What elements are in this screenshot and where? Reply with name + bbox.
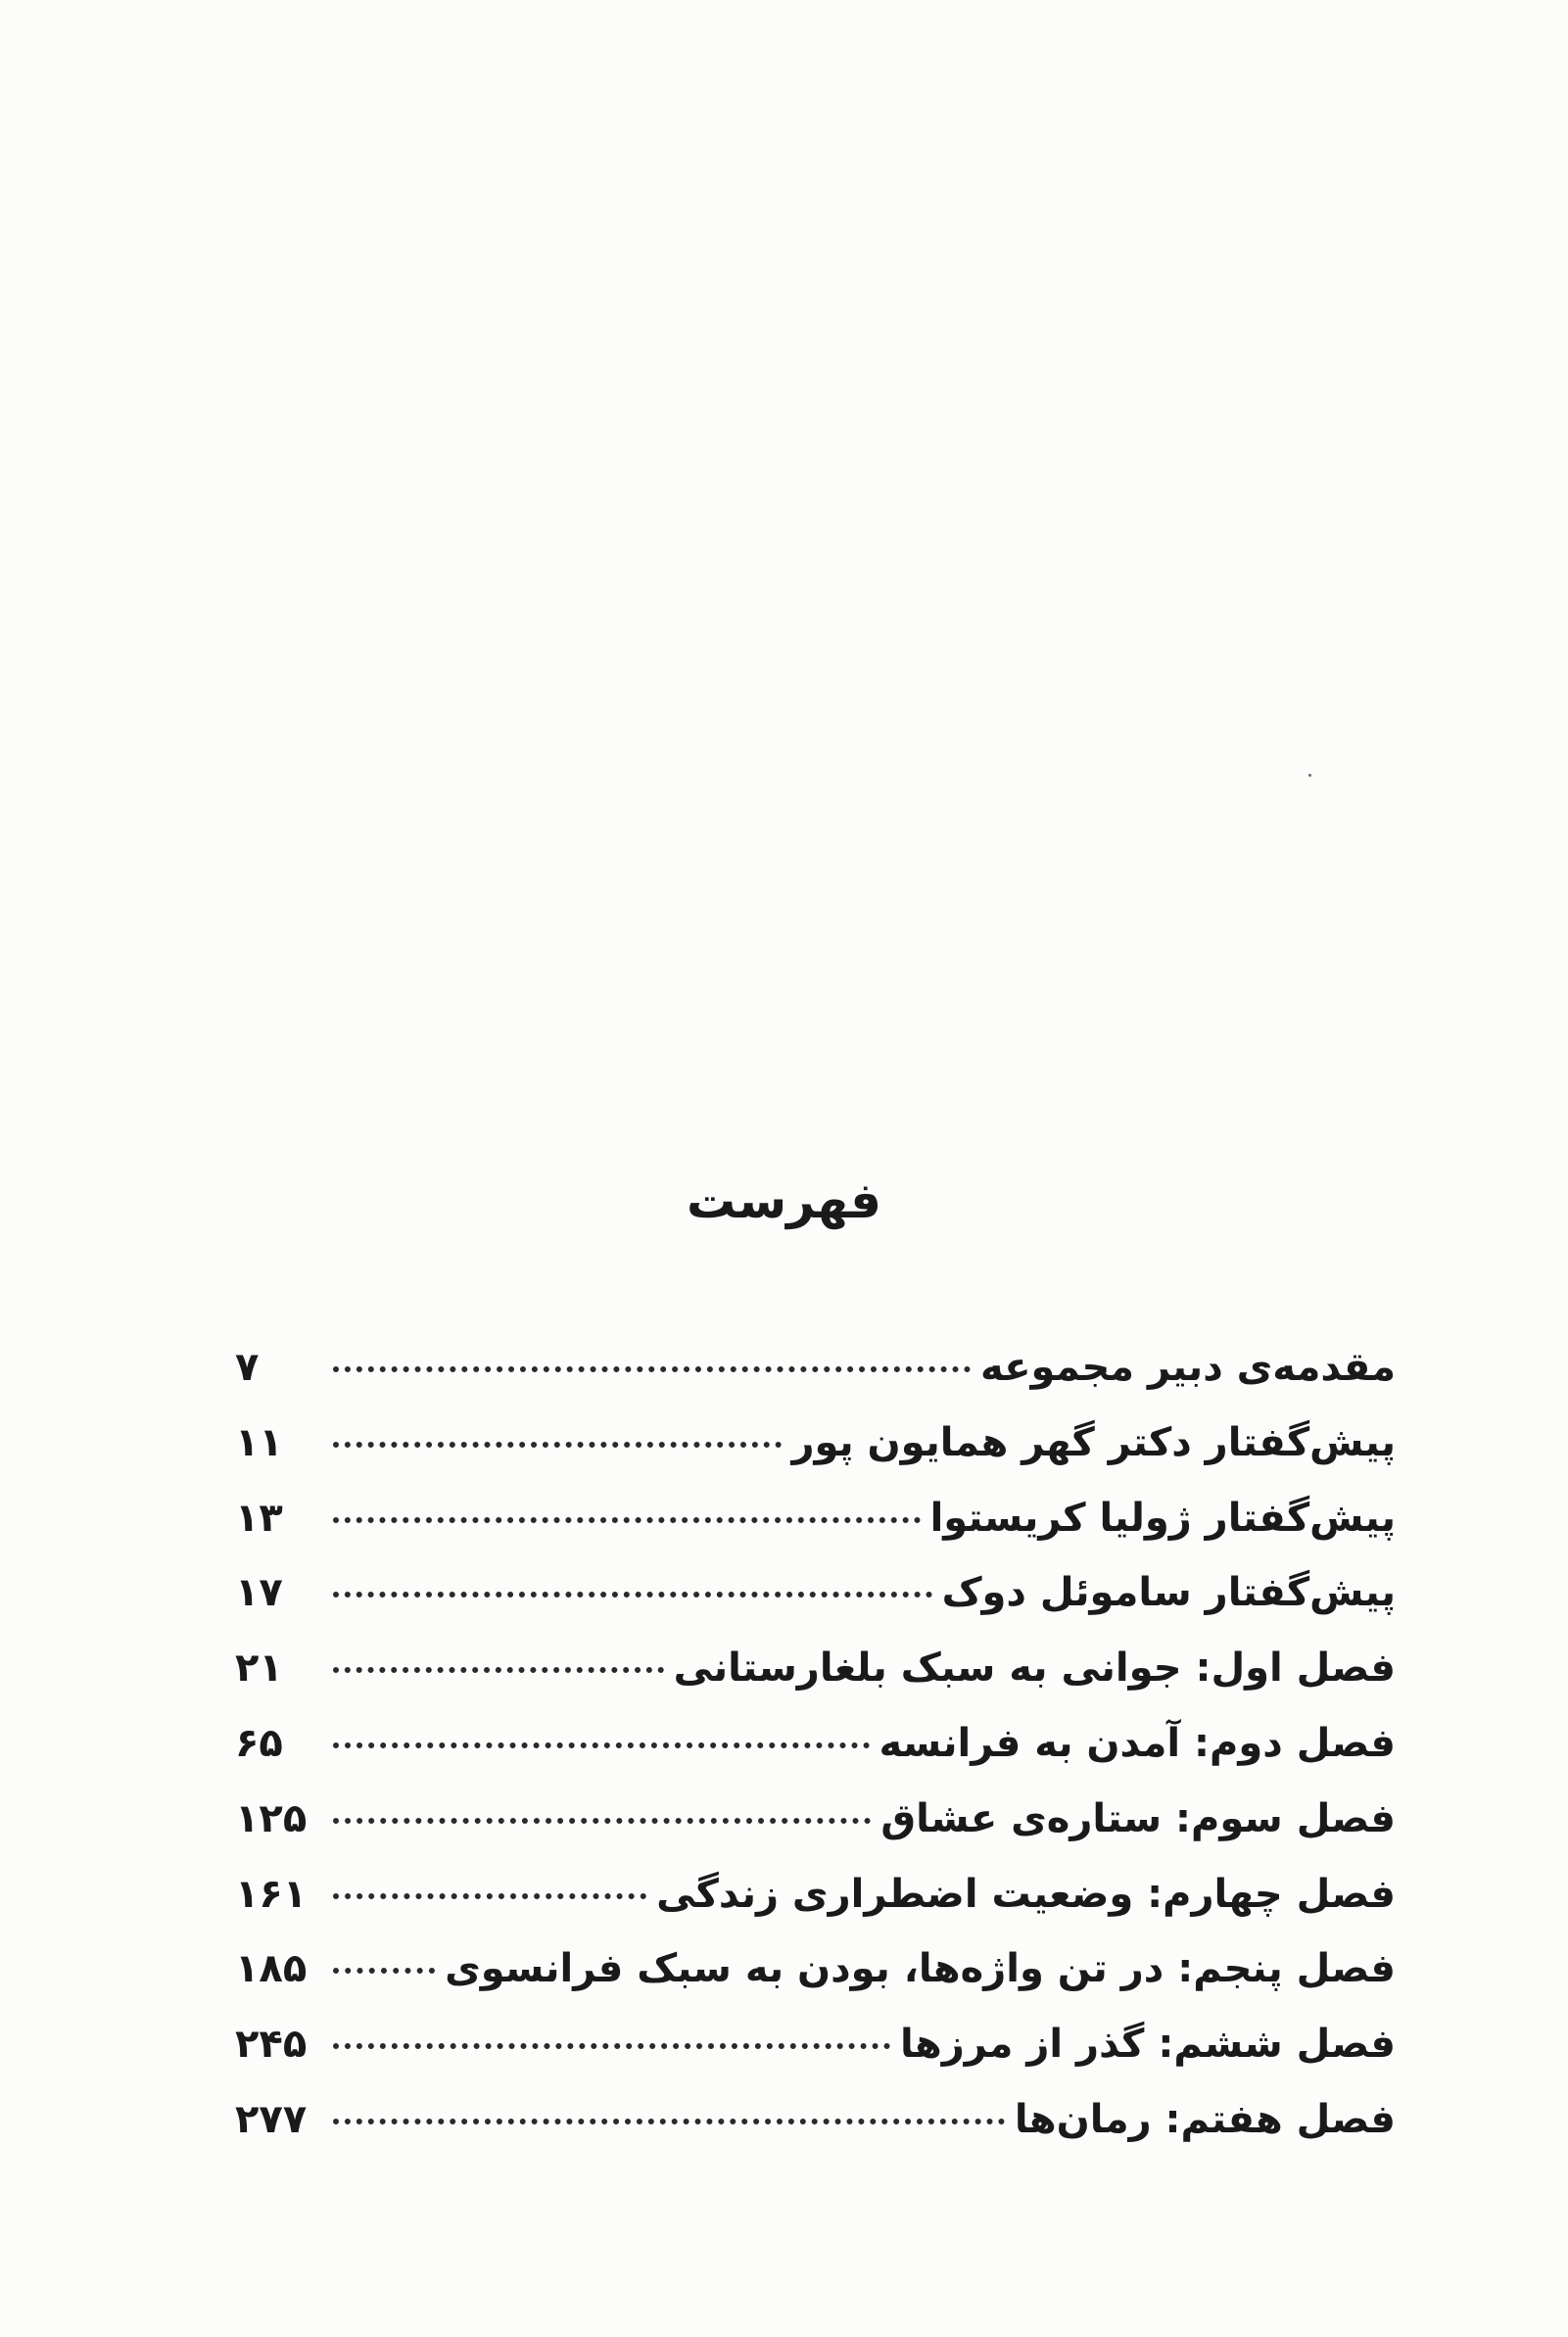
toc-row — [235, 1555, 1396, 1631]
paper-speck — [1308, 774, 1311, 777]
toc-row — [235, 1706, 1396, 1782]
toc-page-number: ۱۷ — [235, 1570, 283, 1616]
toc-row — [235, 1481, 1396, 1556]
toc-page-number: ۱۱ — [235, 1419, 283, 1465]
dot-leader — [333, 2043, 890, 2049]
toc-entry-title: فصل ششم: گذر از مرزها — [900, 2022, 1396, 2068]
dot-leader — [333, 1592, 932, 1598]
dot-leader — [333, 2119, 1005, 2124]
dot-leader — [333, 1366, 971, 1372]
toc-entry-title: مقدمه‌ی دبیر مجموعه — [979, 1345, 1396, 1390]
toc-page-number: ۲۴۵ — [235, 2022, 308, 2068]
toc-row — [235, 2007, 1396, 2082]
toc-page-number: ۷ — [235, 1345, 260, 1390]
toc-entry-title: پیش‌گفتار دکتر گهر همایون پور — [791, 1419, 1396, 1465]
toc-entry-title: فصل اول: جوانی به سبک بلغارستانی — [673, 1645, 1396, 1692]
dot-leader — [333, 1742, 870, 1748]
toc-entry-title: پیش‌گفتار ژولیا کریستوا — [929, 1495, 1396, 1541]
table-of-contents — [235, 1330, 1396, 2158]
toc-entry-title: فصل دوم: آمدن به فرانسه — [879, 1720, 1396, 1766]
toc-page-number: ۲۱ — [235, 1645, 283, 1692]
toc-row — [235, 2082, 1396, 2158]
toc-title: فهرست — [687, 1172, 881, 1229]
toc-row — [235, 1782, 1396, 1857]
dot-leader — [333, 1517, 921, 1523]
toc-page-number: ۱۶۱ — [235, 1871, 308, 1917]
toc-entry-title: پیش‌گفتار ساموئل دوک — [941, 1570, 1396, 1616]
toc-row — [235, 1330, 1396, 1406]
toc-page-number: ۱۸۵ — [235, 1946, 308, 1992]
toc-row — [235, 1932, 1396, 2007]
toc-page-number: ۱۲۵ — [235, 1795, 308, 1841]
dot-leader — [333, 1442, 782, 1448]
dot-leader — [333, 1893, 646, 1899]
dot-leader — [333, 1968, 435, 1974]
toc-entry-title: فصل هفتم: رمان‌ها — [1014, 2096, 1396, 2142]
toc-row — [235, 1406, 1396, 1481]
toc-entry-title: فصل پنجم: در تن واژه‌ها، بودن به سبک فرانسوی — [445, 1946, 1396, 1992]
toc-page-number: ۶۵ — [235, 1720, 283, 1766]
dot-leader — [333, 1667, 664, 1673]
dot-leader — [333, 1818, 871, 1824]
toc-page-number: ۱۳ — [235, 1495, 283, 1541]
toc-entry-title: فصل سوم: ستاره‌ی عشاق — [880, 1795, 1396, 1841]
toc-row — [235, 1857, 1396, 1932]
toc-page-number: ۲۷۷ — [235, 2096, 308, 2142]
toc-entry-title: فصل چهارم: وضعیت اضطراری زندگی — [656, 1871, 1396, 1917]
toc-row — [235, 1631, 1396, 1706]
